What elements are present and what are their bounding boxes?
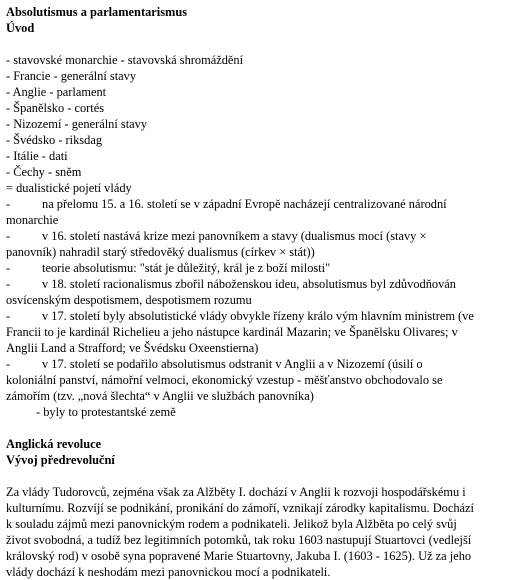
list-item: - Francie - generální stavy xyxy=(6,69,137,83)
dash-item-continuation: panovník) nahradil starý středověký dualismus (církev × stát)) xyxy=(6,245,315,259)
list-item: - Čechy - sněm xyxy=(6,165,82,179)
dash-bullet: - xyxy=(6,261,11,275)
dash-item-text: v 17. století byly absolutistické vlády obvykle řízeny králo vým hlavním ministrem (ve xyxy=(42,309,474,323)
dash-list xyxy=(6,196,514,420)
dash-item-text: v 17. století se podařilo absolutismus odstranit v Anglii a v Nizozemí (úsilí o xyxy=(42,357,423,371)
document-title: Absolutismus a parlamentarismus xyxy=(6,5,188,19)
section-subtitle: Vývoj předrevoluční xyxy=(6,453,115,467)
protestant-note: - byly to protestantské země xyxy=(36,405,176,419)
dash-item-continuation: koloniální panství, námořní velmoci, ekonomický vzestup - měšťanstvo obchodovalo se xyxy=(6,373,443,387)
dash-item-continuation: monarchie xyxy=(6,213,59,227)
dash-bullet: - xyxy=(6,229,11,243)
paragraph-line: královský rod) v osobě syna popravené Marie Stuartovny, Jakuba I. (1603 - 1625). Už za jeho xyxy=(6,549,472,563)
list-item: - Španělsko - cortés xyxy=(6,101,105,115)
dash-item-text: teorie absolutismu: "stát je důležitý, král je z boží milosti" xyxy=(42,261,331,275)
paragraph-line: Za vlády Tudorovců, zejména však za Alžběty I. dochází v Anglii k rozvoji hospodářskému i xyxy=(6,485,466,499)
dash-item-text: v 16. století nastává krize mezi panovníkem a stavy (dualismus mocí (stavy × xyxy=(42,229,427,243)
paragraph-line: vlády dochází k neshodám mezi panovnickou mocí a podnikateli. xyxy=(6,565,331,579)
paragraph-line: kulturnímu. Rozvíjí se podnikání, pronikání do zámoří, vznikají zárodky kapitalismu. Dochází xyxy=(6,501,474,515)
dash-item-continuation: zámořím (tzv. „nová šlechta“ v Anglii ve službách panovníka) xyxy=(6,389,314,403)
dash-item xyxy=(6,228,514,244)
dash-item-text: v 18. století racionalismus zbořil náboženskou ideu, absolutismus byl zdůvodňován xyxy=(42,277,456,291)
list-item: - Itálie - dati xyxy=(6,149,68,163)
list-item: - Švédsko - riksdag xyxy=(6,133,103,147)
intro-heading: Úvod xyxy=(6,21,35,35)
list-item: = dualistické pojetí vlády xyxy=(6,181,132,195)
paragraph-line: k souladu zájmů mezi panovnickým rodem a podnikateli. Jelikož byla Alžběta po celý svůj xyxy=(6,517,457,531)
dash-item-continuation: Francii to je kardinál Richelieu a jeho nástupce kardinál Mazarin; ve Španělsku Olivares; v xyxy=(6,325,458,339)
dash-item-continuation: Anglii Land a Strafford; ve Švédsku Oxeenstierna) xyxy=(6,341,259,355)
dash-item xyxy=(6,308,514,324)
dash-item xyxy=(6,356,514,372)
list-item: - stavovské monarchie - stavovská shromáždění xyxy=(6,53,244,67)
dash-item-continuation: osvícenským despotismem, despotismem rozumu xyxy=(6,293,252,307)
dash-item xyxy=(6,260,514,276)
dash-bullet: - xyxy=(6,197,11,211)
monarchy-list xyxy=(6,52,514,196)
list-item: - Anglie - parlament xyxy=(6,85,107,99)
dash-bullet: - xyxy=(6,309,11,323)
dash-bullet: - xyxy=(6,277,11,291)
section-title: Anglická revoluce xyxy=(6,437,102,451)
dash-item-text: na přelomu 15. a 16. století se v západní Evropě nacházejí centralizované národní xyxy=(42,197,447,211)
dash-item xyxy=(6,196,514,212)
list-item: - Nizozemí - generální stavy xyxy=(6,117,148,131)
dash-bullet: - xyxy=(6,357,11,371)
dash-item xyxy=(6,276,514,292)
body-paragraph xyxy=(6,484,514,580)
paragraph-line: život svobodná, a tudíž bez legitimních potomků, tak roku 1603 nastupují Stuartovci (vedlejší xyxy=(6,533,472,547)
